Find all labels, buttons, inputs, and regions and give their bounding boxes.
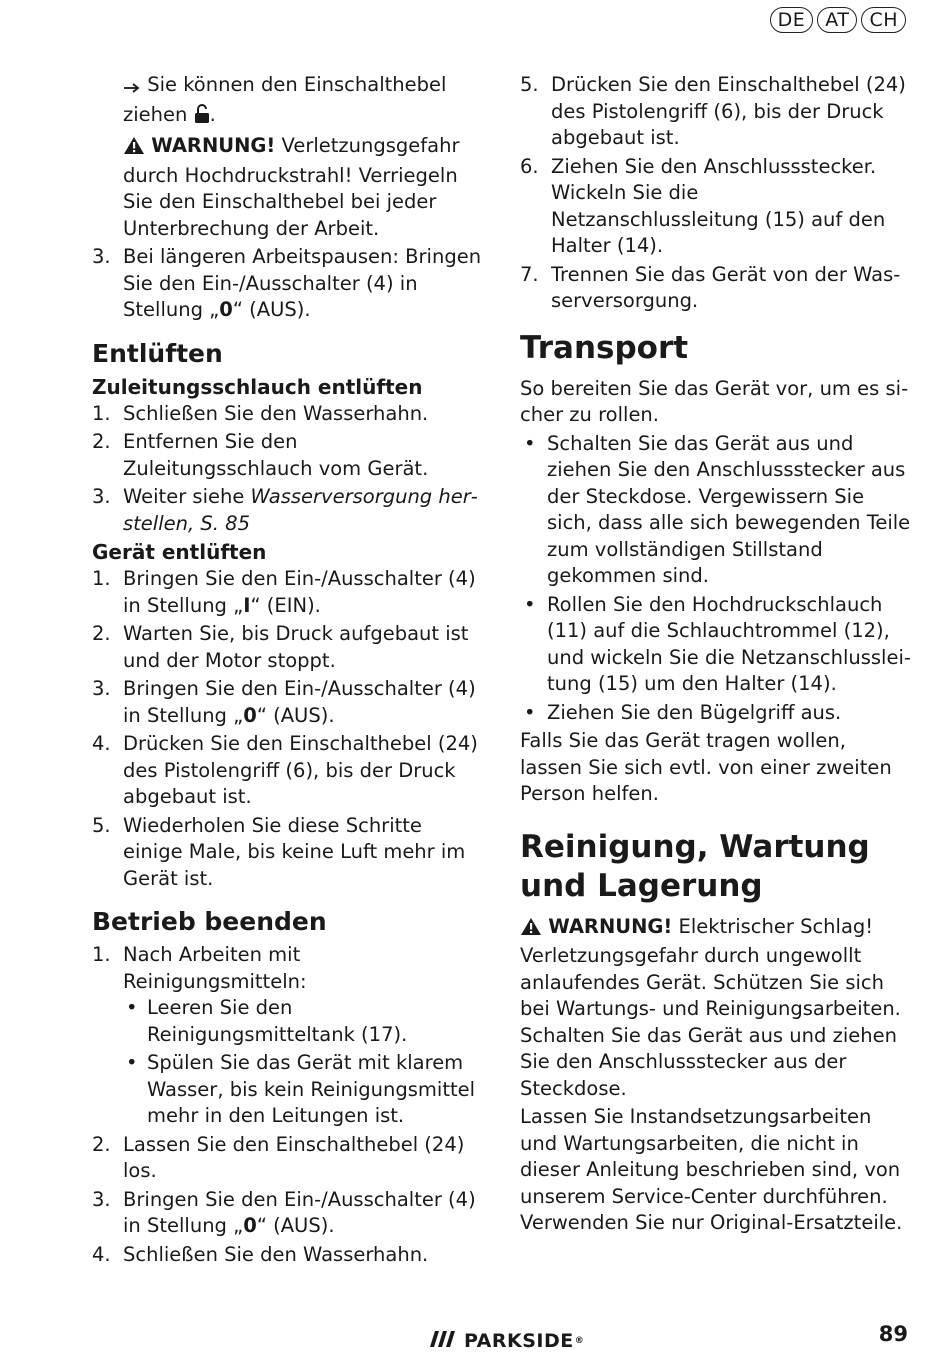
section-title-entlueften: Entlüften (92, 338, 223, 368)
transport-intro: So bereiten Sie das Gerät vor, um es sicher zu rollen. (520, 376, 909, 426)
list-item: 3. Weiter siehe Wasserversorgung herstellen, S. 85 (92, 485, 478, 535)
section-title-betrieb-beenden: Betrieb beenden (92, 907, 327, 936)
list-item: 3. Bringen Sie den Ein-/Ausschalter (4) in Stellung „0“ (AUS). (92, 677, 476, 727)
arrow-right-icon (123, 75, 141, 102)
list-item: 2. Lassen Sie den Einschalthebel (24) los. (92, 1132, 465, 1182)
geraet-step-list (92, 566, 487, 892)
list-item: 5. Drücken Sie den Einschalthebel (24) des Pistolengriff (6), bis der Druck abgebaut ist. (520, 73, 906, 149)
left-column (92, 72, 487, 1270)
list-item: 6. Ziehen Sie den Anschlussstecker. Wickeln Sie die Netzanschlussleitung (15) auf den Halter (14). (520, 154, 886, 257)
cross-reference: Wasserversorgung herstellen, S. 85 (123, 485, 478, 535)
pause-step-list (92, 244, 487, 324)
lang-badge-ch: CH (861, 7, 906, 33)
subsection-title-zuleitung: Zuleitungsschlauch entlüften (92, 374, 423, 399)
warning-label: WARNUNG! (548, 914, 673, 938)
warning-block (92, 133, 487, 242)
list-item: 7. Trennen Sie das Gerät von der Wasserversorgung. (520, 262, 901, 312)
continued-step-list (520, 72, 912, 315)
section-title-transport: Transport (520, 329, 689, 366)
bullet-item: • Rollen Sie den Hochdruckschlauch (11) auf die Schlauchtrommel (12), und wickeln Sie die Netzanschlussleitung (15) um den Halter (14). (520, 592, 912, 698)
warning-triangle-icon (123, 136, 145, 163)
list-item: 4. Schließen Sie den Wasserhahn. (92, 1242, 429, 1266)
bullet-item: • Schalten Sie das Gerät aus und ziehen Sie den Anschlussstecker aus der Steckdose. Vergewissern Sie sich, dass alle sich bewegenden Teile zum vollständigen Stillstand gekommen sind. (520, 431, 912, 590)
page-number: 89 (878, 1322, 908, 1346)
unlock-icon (194, 104, 210, 132)
language-badges (770, 7, 906, 33)
warning-text: Elektrischer Schlag! Verletzungsgefahr durch ungewollt anlaufendes Gerät. Schützen Sie sich bei Wartungs- und Reinigungsarbeiten. Schalten Sie das Gerät aus und ziehen Sie den Anschlussstecker aus der Steckdose. (520, 914, 901, 1100)
cleaning-agent-bullets (123, 995, 487, 1130)
warning-text: Verletzungsgefahr durch Hochdruckstrahl! Verriegeln Sie den Einschalthebel bei jeder Unterbrechung der Arbeit. (123, 134, 460, 240)
unlock-instruction: Sie können den Einschalthebel ziehen . (92, 72, 487, 131)
list-item: 3. Bei längeren Arbeitspausen: Bringen Sie den Ein-/Ausschalter (4) in Stellung „0“ (AUS). (92, 245, 482, 321)
betrieb-step-list (92, 942, 487, 1268)
brand-stripes-icon (430, 1330, 458, 1352)
registered-mark: ® (574, 1336, 585, 1346)
list-item: 2. Entfernen Sie den Zuleitungsschlauch vom Gerät. (92, 430, 429, 480)
right-column (520, 72, 912, 1239)
parkside-logo (430, 1330, 584, 1352)
lang-badge-de: DE (770, 7, 814, 33)
section-title-cleaning: Reinigung, Wartung und Lagerung (520, 828, 870, 904)
subsection-title-geraet: Gerät entlüften (92, 540, 267, 564)
list-item: 5. Wiederholen Sie diese Schritte einige Male, bis keine Luft mehr im Gerät ist. (92, 813, 466, 890)
cleaning-paragraph: Lassen Sie Instandsetzungsarbeiten und Wartungsarbeiten, die nicht in dieser Anleitung beschrieben sind, von unserem Service-Center durchführen. Verwenden Sie nur Original-Ersatzteile. (520, 1105, 903, 1234)
list-item: 1. Nach Arbeiten mit Reinigungsmitteln: • Leeren Sie den Reinigungsmitteltank (17). • Spülen Sie das Gerät mit klarem Wasser, bis kein Reinigungsmittel mehr in den Leitungen ist. (92, 942, 487, 1130)
transport-outro: Falls Sie das Gerät tragen wollen, lassen Sie sich evtl. von einer zweiten Person helfen. (520, 729, 892, 805)
bullet-item: • Ziehen Sie den Bügelgriff aus. (520, 700, 912, 727)
transport-bullets (520, 431, 912, 727)
warning-triangle-icon (520, 917, 542, 944)
list-item: 1. Schließen Sie den Wasserhahn. (92, 401, 429, 425)
list-item: 3. Bringen Sie den Ein-/Ausschalter (4) in Stellung „0“ (AUS). (92, 1187, 476, 1237)
warning-label: WARNUNG! (151, 134, 276, 157)
bullet-item: • Spülen Sie das Gerät mit klarem Wasser, bis kein Reinigungsmittel mehr in den Leitungen ist. (123, 1050, 487, 1130)
list-item: 1. Bringen Sie den Ein-/Ausschalter (4) in Stellung „I“ (EIN). (92, 567, 476, 617)
lang-badge-at: AT (817, 7, 857, 33)
bullet-item: • Leeren Sie den Reinigungsmitteltank (17). (123, 995, 487, 1048)
list-item: 2. Warten Sie, bis Druck aufgebaut ist und der Motor stoppt. (92, 622, 469, 672)
brand-name: PARKSIDE (464, 1330, 574, 1352)
zuleitung-step-list (92, 401, 487, 538)
list-item: 4. Drücken Sie den Einschalthebel (24) des Pistolengriff (6), bis der Druck abgebaut ist. (92, 732, 478, 808)
cleaning-warning (520, 914, 912, 1103)
